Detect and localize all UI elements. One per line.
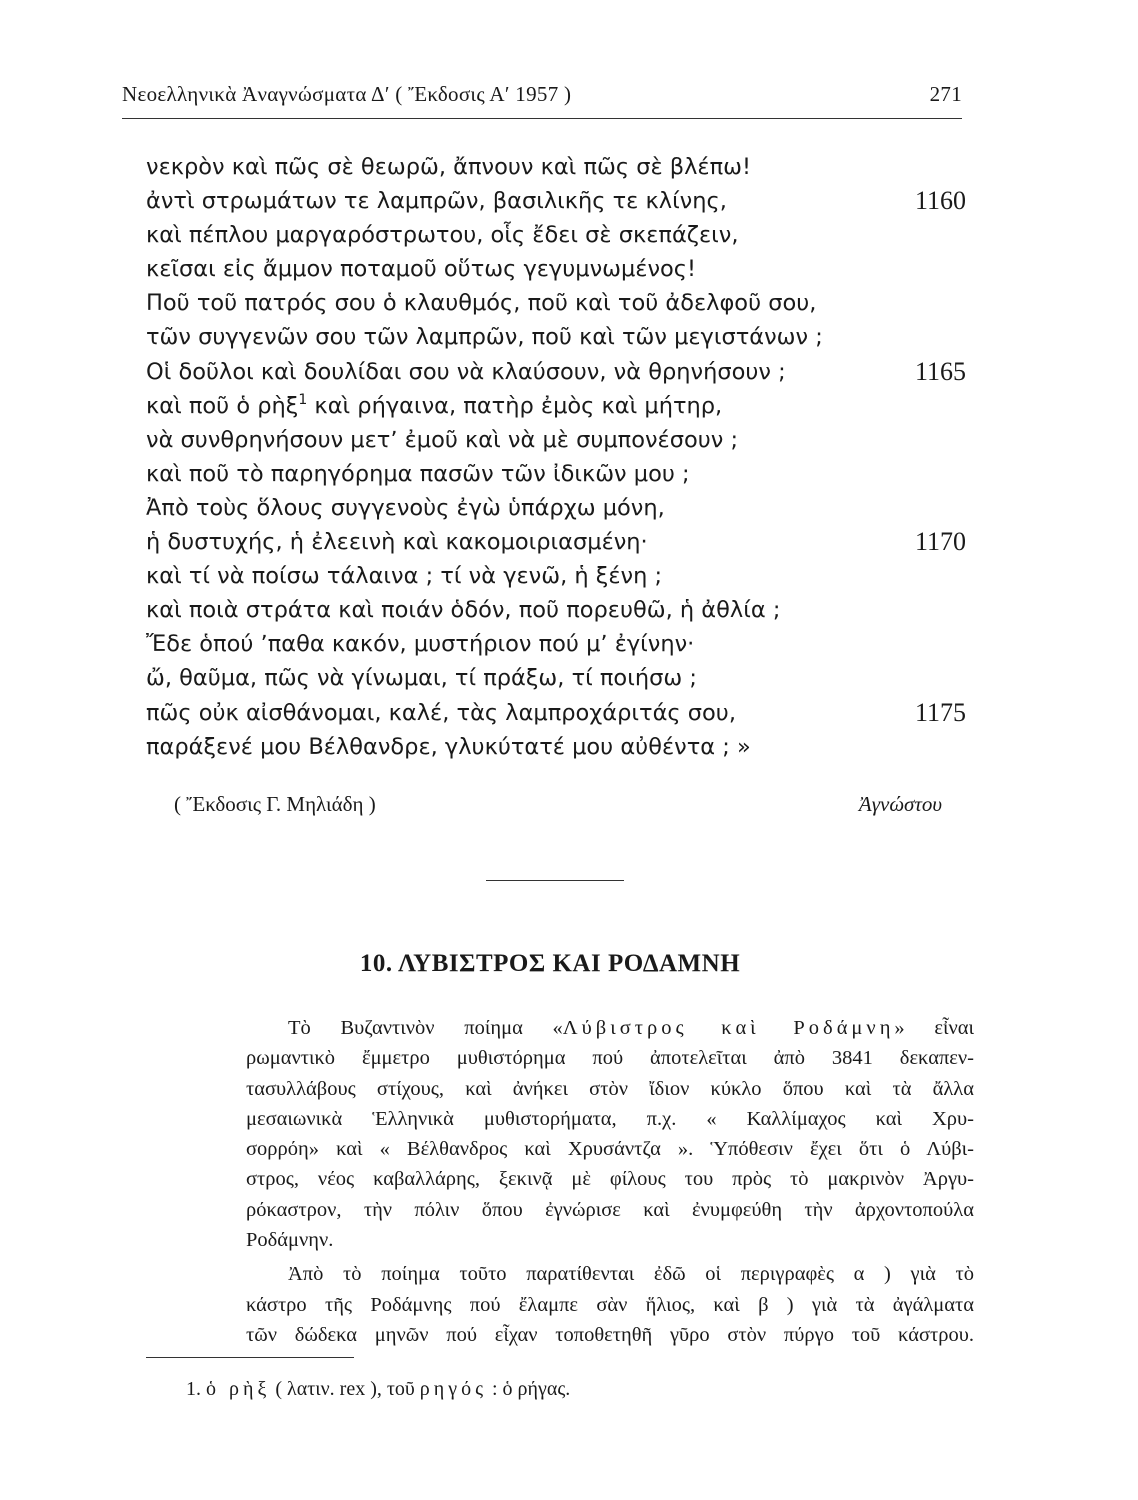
verse-text: καὶ ποῦ τὸ παρηγόρημα πασῶν τῶν ἰδικῶν μου ; [146,460,690,487]
verse-text [146,389,722,423]
verse-text: παράξενέ μου Βέλθανδρε, γλυκύτατέ μου αὐθέντα ; » [146,733,751,760]
verse-text: ὤ, θαῦμα, πῶς νὰ γίνωμαι, τί πράξω, τί ποιήσω ; [146,665,697,692]
footnote-rule [146,1357,354,1358]
footnote-genitive: ρηγός [419,1378,487,1400]
footnote-meaning: : ὁ ρήγας. [492,1378,571,1400]
attribution: Ἀγνώστου [858,792,942,816]
verse-line [146,491,966,525]
verse-text: πῶς οὐκ αἰσθάνομαι, καλέ, τὰς λαμπροχάριτάς σου, [146,699,736,726]
prose-line: Ροδάμνην. [246,1229,334,1252]
section-divider [486,880,624,881]
prose-line: ρόκαστρον, τὴν πόλιν ὅπου ἐγνώρισε καὶ ἐνυμφεύθη τὴν ἀρχοντοπούλα [246,1198,974,1221]
line-number: 1165 [914,356,966,386]
verse-text: κεῖσαι εἰς ἄμμον ποταμοῦ οὕτως γεγυμνωμένος! [146,256,697,283]
section-title: 10. ΛΥΒΙΣΤΡΟΣ ΚΑΙ ΡΟΔΑΜΝΗ [359,950,741,977]
prose-line: τασυλλάβους στίχους, καὶ ἀνήκει στὸν ἴδιον κύκλο ὅπου καὶ τὰ ἄλλα [246,1077,974,1100]
verse-line [146,320,966,354]
verse-line [146,184,966,218]
verse-text: τῶν συγγενῶν σου τῶν λαμπρῶν, ποῦ καὶ τῶν μεγιστάνων ; [146,324,823,351]
line-number: 1170 [914,527,966,557]
verse-text: Ἀπὸ τοὺς ὅλους συγγενοὺς ἐγὼ ὑπάρχω μόνη, [146,494,665,521]
footnote-marker: 1. [186,1378,201,1400]
verse-line [146,218,966,252]
edition-note: ( Ἔκδοσις Γ. Μηλιάδη ) [174,792,376,816]
line-number: 1175 [914,697,966,727]
verse-text-start: καὶ ποῦ ὁ ρὴξ [146,392,299,419]
verse-text: νὰ συνθρηνήσουν μετʼ ἐμοῦ καὶ νὰ μὲ συμπονέσουν ; [146,426,739,453]
prose-fragment: » εἶναι [894,1017,974,1039]
footnote [186,1378,570,1401]
verse-line [146,730,966,764]
verse-line [146,661,966,695]
verse-text: νεκρὸν καὶ πῶς σὲ θεωρῶ, ἄπνουν καὶ πῶς σὲ βλέπω! [146,154,752,180]
prose-line: μεσαιωνικὰ Ἑλληνικὰ μυθιστορήματα, π.χ. « Καλλίμαχος καὶ Χρυ- [246,1107,974,1130]
verse-text: ἀντὶ στρωμάτων τε λαμπρῶν, βασιλικῆς τε κλίνης, [146,188,727,215]
prose-fragment: Τὸ Βυζαντινὸν ποίημα « [288,1017,563,1039]
verse-line [146,457,966,491]
verse-text: Ποῦ τοῦ πατρός σου ὁ κλαυθμός, ποῦ καὶ τοῦ ἀδελφοῦ σου, [146,290,817,317]
page-number: 271 [929,82,962,106]
header-rule [122,118,962,119]
verse-text-tail: καὶ ρήγαινα, πατὴρ ἐμὸς καὶ μήτηρ, [307,392,723,419]
verse-text: καὶ πέπλου μαργαρόστρωτου, οἷς ἔδει σὲ σκεπάζειν, [146,222,739,249]
verse-line [146,525,966,559]
prose-line: Ἀπὸ τὸ ποίημα τοῦτο παρατίθενται ἐδῶ οἱ περιγραφὲς α ) γιὰ τὸ [288,1263,974,1286]
footnote-ref: 1 [298,391,308,408]
poem-title-spaced: Λύβιστρος καὶ Ροδάμνη [562,1017,895,1039]
verse-text: Οἱ δοῦλοι καὶ δουλίδαι σου νὰ κλαύσουν, νὰ θρηνήσουν ; [146,358,786,385]
verse-line [146,286,966,320]
prose-line: τῶν δώδεκα μηνῶν πού εἶχαν τοποθετηθῆ γῦρο στὸν πύργο τοῦ κάστρου. [246,1323,974,1346]
verse-line [146,252,966,286]
verse-line [146,593,966,627]
verse-line [146,389,966,423]
verse-line [146,423,966,457]
verse-text: καὶ τί νὰ ποίσω τάλαινα ; τί νὰ γενῶ, ἡ ξένη ; [146,563,663,590]
verse-text: ἡ δυστυχής, ἡ ἐλεεινὴ καὶ κακομοιριασμένη· [146,529,648,556]
verse-line [146,355,966,389]
prose-line: κάστρο τῆς Ροδάμνης πού ἔλαμπε σὰν ἥλιος, καὶ β ) γιὰ τὰ ἀγάλματα [246,1293,974,1316]
footnote-word: ὁ ρὴξ [206,1378,271,1400]
verse-line [146,150,966,184]
footnote-gloss: ( λατιν. rex ), τοῦ [275,1378,415,1400]
verse-text: καὶ ποιὰ στράτα καὶ ποιάν ὁδόν, ποῦ πορευθῶ, ἡ ἀθλία ; [146,597,781,624]
prose-line: ρωμαντικὸ ἔμμετρο μυθιστόρημα πού ἀποτελεῖται ἀπὸ 3841 δεκαπεν- [246,1047,974,1070]
verse-line [146,559,966,593]
verse-text: Ἔδε ὁπού ʼπαθα κακόν, μυστήριον πού μʼ ἐγίνην· [146,631,695,658]
running-header-title: Νεοελληνικὰ Ἀναγνώσματα Δʹ ( Ἔκδοσις Αʹ 1957 ) [122,82,572,106]
verse-line [146,627,966,661]
line-number: 1160 [914,186,966,216]
prose-line: σορρόη» καὶ « Βέλθανδρος καὶ Χρυσάντζα ». Ὑπόθεσιν ἔχει ὅτι ὁ Λύβι- [246,1138,974,1161]
verse-line [146,696,966,730]
prose-line: στρος, νέος καβαλλάρης, ξεκινᾷ μὲ φίλους του πρὸς τὸ μακρινὸν Ἀργυ- [246,1168,974,1191]
prose-line [246,1013,974,1043]
verse-block [146,150,966,764]
introduction-text [246,1013,974,1350]
